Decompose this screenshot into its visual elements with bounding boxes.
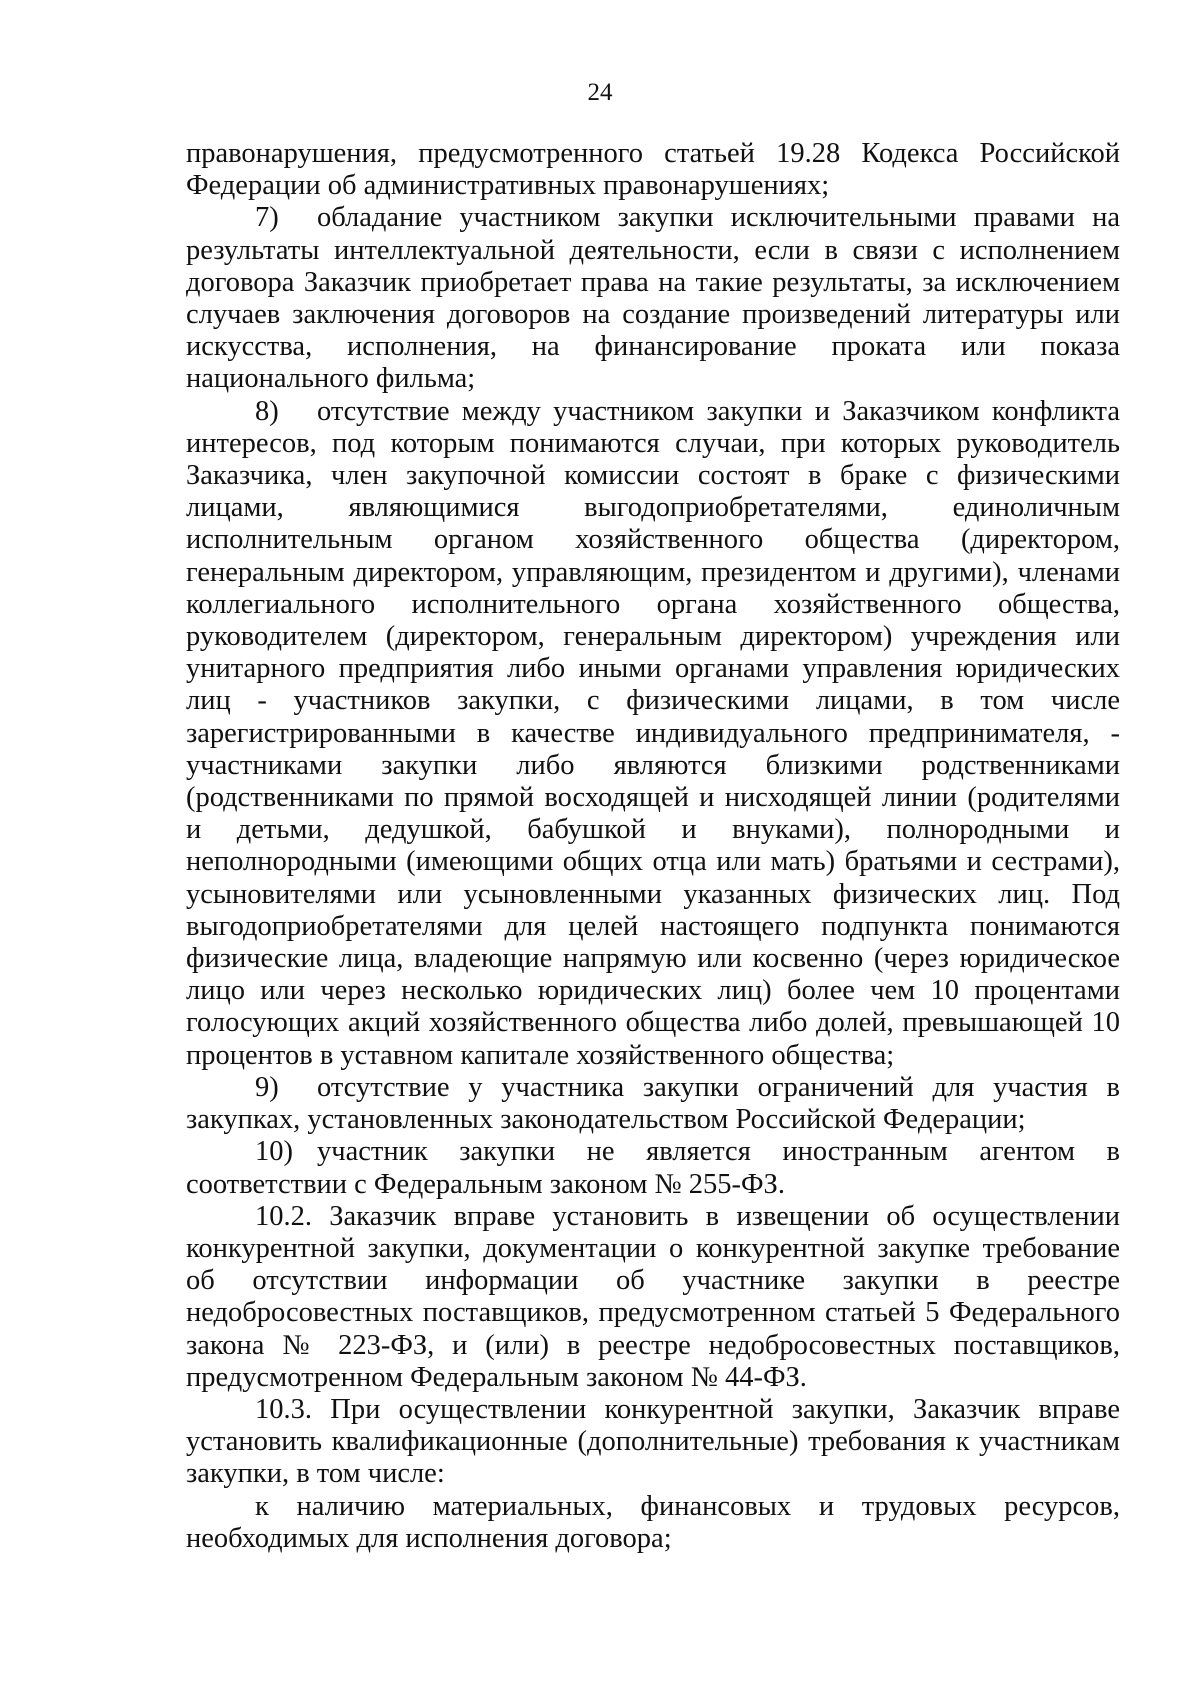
document-body (186, 138, 1120, 1555)
section-10-2 (186, 1201, 1120, 1394)
paragraph-text: правонарушения, предусмотренного статьей 19.28 Кодекса Российской Федерации об административных правонарушениях; (186, 138, 1120, 202)
section-10-3 (186, 1394, 1120, 1491)
list-item-number: 7) (255, 202, 279, 234)
list-item-number: 8) (255, 395, 279, 427)
list-item-number: 9) (255, 1071, 279, 1103)
paragraph-text: к наличию материальных, финансовых и трудовых ресурсов, необходимых для исполнения договора; (186, 1490, 1120, 1554)
paragraph-text: отсутствие у участника закупки ограничений для участия в закупках, установленных законодательством Российской Федерации; (186, 1071, 1120, 1136)
paragraph-continuation (186, 138, 1120, 202)
list-item-7 (186, 202, 1120, 395)
list-item-9 (186, 1072, 1120, 1136)
paragraph-text: отсутствие между участником закупки и Заказчиком конфликта интересов, под которым понимаются случаи, при которых руководитель Заказчика, член закупочной комиссии состоят в браке с физическими лицами, являющимися выгодоприобретателями, единоличным исполнительным органом хозяйственного общества (директором, генеральным директором, управляющим, президентом и другими), членами коллегиального исполнительного органа хозяйственного общества, руководителем (директором, генеральным директором) учреждения или унитарного предприятия либо иными органами управления юридических лиц - участников закупки, с физическими лицами, в том числе зарегистрированными в качестве индивидуального предпринимателя, - участниками закупки либо являются близкими родственниками (родственниками по прямой восходящей и нисходящей линии (родителями и детьми, дедушкой, бабушкой и внуками), полнородными и неполнородными (имеющими общих отца или мать) братьями и сестрами), усыновителями или усыновленными указанных физических лиц. Под выгодоприобретателями для целей настоящего подпункта понимаются физические лица, владеющие напрямую или косвенно (через юридическое лицо или через несколько юридических лиц) более чем 10 процентами голосующих акций хозяйственного общества либо долей, превышающей 10 процентов в уставном капитале хозяйственного общества; (186, 395, 1120, 1071)
paragraph-text: 10.2. Заказчик вправе установить в извещении об осуществлении конкурентной закупки, документации о конкурентной закупке требование об отсутствии информации об участнике закупки в реестре недобросовестных поставщиков, предусмотренном статьей 5 Федерального закона № 223-ФЗ, и (или) в реестре недобросовестных поставщиков, предусмотренном Федеральным законом № 44-ФЗ. (186, 1200, 1120, 1393)
paragraph-text: участник закупки не является иностранным агентом в соответствии с Федеральным законом № 255-ФЗ. (186, 1136, 1120, 1200)
paragraph-text: обладание участником закупки исключительными правами на результаты интеллектуальной деятельности, если в связи с исполнением договора Заказчик приобретает права на такие результаты, за исключением случаев заключения договоров на создание произведений литературы или искусства, исполнения, на финансирование проката или показа национального фильма; (186, 202, 1120, 395)
page-number: 24 (587, 79, 613, 106)
list-item-10 (186, 1136, 1120, 1200)
requirement-item (186, 1491, 1120, 1555)
paragraph-text: 10.3. При осуществлении конкурентной закупки, Заказчик вправе установить квалификационные (дополнительные) требования к участникам закупки, в том числе: (186, 1393, 1120, 1490)
list-item-8 (186, 396, 1120, 1072)
list-item-number: 10) (255, 1136, 293, 1168)
